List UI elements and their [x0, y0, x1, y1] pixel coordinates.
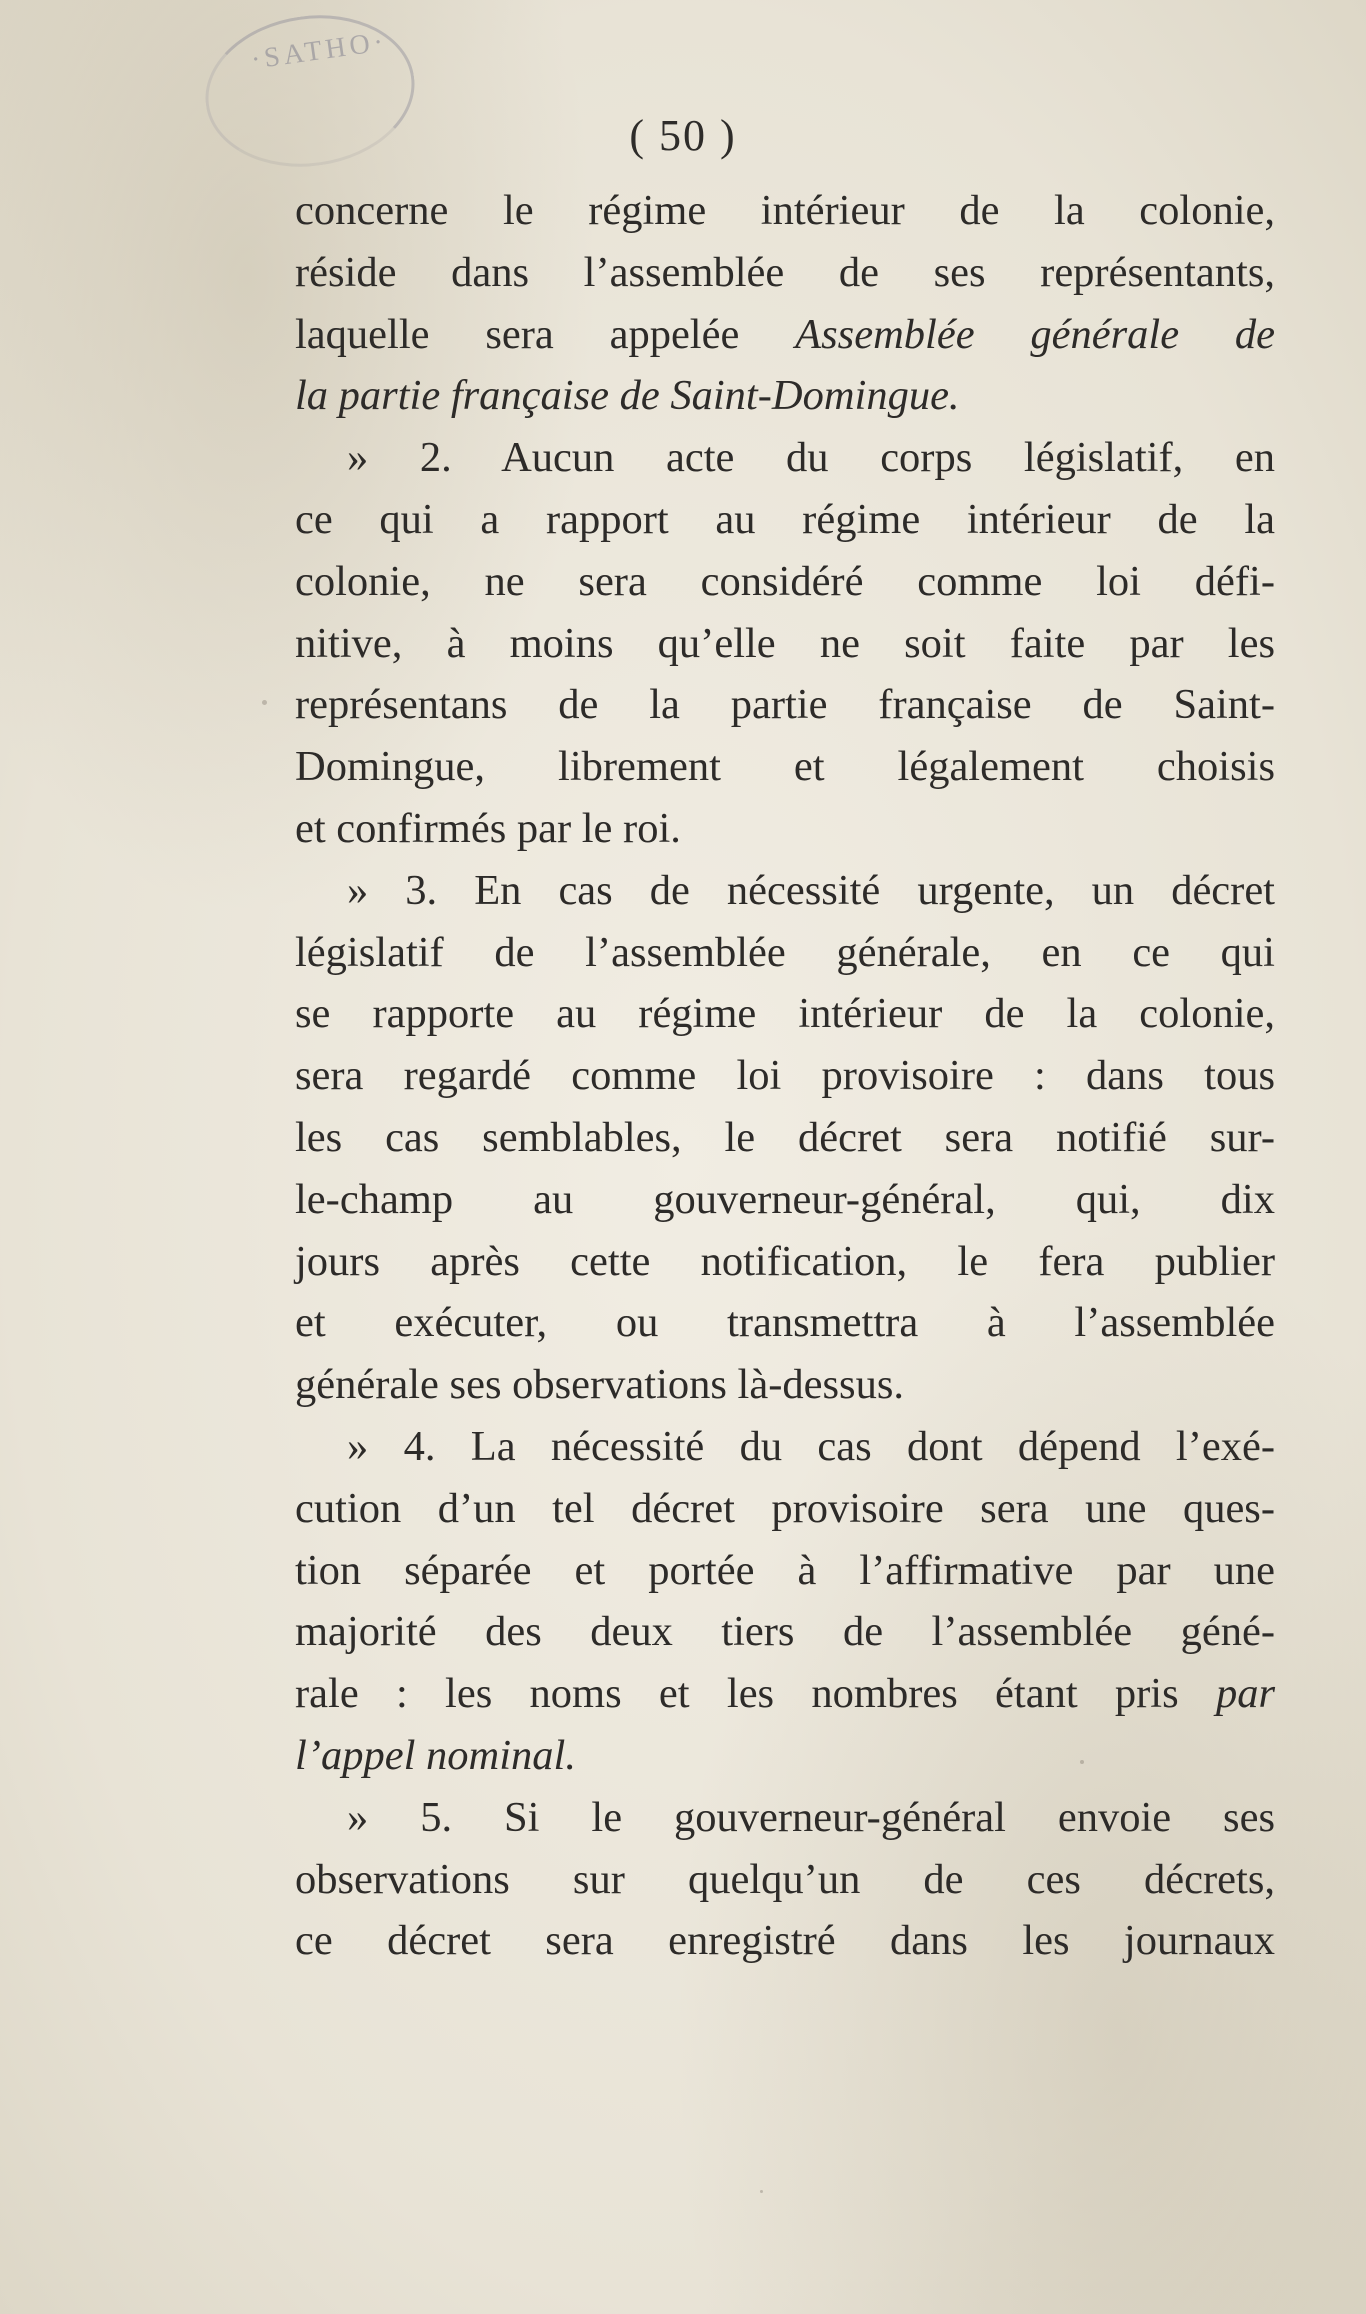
text-segment: laquelle sera appelée [295, 310, 796, 358]
text-line [295, 1354, 1275, 1416]
text-segment: cution d’un tel décret provisoire sera une ques- [295, 1484, 1275, 1532]
text-segment: observations sur quelqu’un de ces décrets, [295, 1855, 1275, 1903]
text-line [295, 860, 1275, 922]
text-line [295, 1725, 1275, 1787]
text-segment: colonie, ne sera considéré comme loi défi- [295, 557, 1275, 605]
text-segment: les cas semblables, le décret sera notifié sur- [295, 1113, 1275, 1161]
text-segment: réside dans l’assemblée de ses représentants, [295, 248, 1275, 296]
text-line [295, 1540, 1275, 1602]
text-line [295, 1478, 1275, 1540]
text-segment: et exécuter, ou transmettra à l’assemblée [295, 1299, 1275, 1347]
text-segment: ce qui a rapport au régime intérieur de la [295, 495, 1275, 543]
text-segment: » 5. Si le gouverneur-général envoie ses [347, 1793, 1275, 1841]
text-line [295, 736, 1275, 798]
text-line [295, 1045, 1275, 1107]
text-line [295, 798, 1275, 860]
body-text [295, 180, 1275, 1972]
text-segment: majorité des deux tiers de l’assemblée géné- [295, 1608, 1275, 1656]
text-segment: représentans de la partie française de Saint- [295, 681, 1275, 729]
text-line [295, 922, 1275, 984]
text-segment: ce décret sera enregistré dans les journaux [295, 1917, 1275, 1965]
text-line [295, 674, 1275, 736]
text-line [295, 1910, 1275, 1972]
text-segment: et confirmés par le roi. [295, 804, 681, 852]
text-line [295, 180, 1275, 242]
text-line [295, 551, 1275, 613]
text-segment: Domingue, librement et légalement choisis [295, 743, 1275, 791]
text-segment: » 2. Aucun acte du corps législatif, en [347, 434, 1275, 482]
italic-text: la partie française de Saint-Domingue. [295, 372, 960, 420]
text-segment: » 3. En cas de nécessité urgente, un décret [347, 866, 1275, 914]
text-line [295, 1787, 1275, 1849]
text-line [295, 304, 1275, 366]
library-stamp: ·SATHO· [196, 2, 425, 180]
text-segment: générale ses observations là-dessus. [295, 1361, 904, 1409]
paper-speck [1080, 1760, 1084, 1764]
page-number: ( 50 ) [629, 111, 737, 160]
italic-text: Assemblée générale de [795, 310, 1275, 358]
text-segment: le-champ au gouverneur-général, qui, dix [295, 1175, 1275, 1223]
text-line [295, 1416, 1275, 1478]
text-line [295, 1601, 1275, 1663]
text-segment: concerne le régime intérieur de la colonie, [295, 187, 1275, 234]
text-segment: jours après cette notification, le fera publier [295, 1237, 1275, 1285]
italic-text: l’appel nominal. [295, 1731, 576, 1779]
text-line [295, 489, 1275, 551]
paper-speck [262, 700, 267, 705]
paper-speck [760, 2190, 763, 2193]
text-segment: rale : les noms et les nombres étant pris [295, 1670, 1216, 1718]
text-line [295, 1107, 1275, 1169]
text-line [295, 1663, 1275, 1725]
text-line [295, 983, 1275, 1045]
text-line [295, 1231, 1275, 1293]
text-line [295, 1849, 1275, 1911]
text-segment: sera regardé comme loi provisoire : dans tous [295, 1052, 1275, 1100]
text-segment: tion séparée et portée à l’affirmative par une [295, 1546, 1275, 1594]
text-line [295, 1292, 1275, 1354]
text-line [295, 242, 1275, 304]
text-line [295, 365, 1275, 427]
text-segment: législatif de l’assemblée générale, en ce qui [295, 928, 1275, 976]
text-line [295, 1169, 1275, 1231]
text-line [295, 427, 1275, 489]
text-segment: » 4. La nécessité du cas dont dépend l’exé- [347, 1422, 1275, 1470]
text-segment: nitive, à moins qu’elle ne soit faite par les [295, 619, 1275, 667]
text-segment: se rapporte au régime intérieur de la colonie, [295, 990, 1275, 1038]
text-line [295, 613, 1275, 675]
italic-text: par [1215, 1670, 1275, 1718]
